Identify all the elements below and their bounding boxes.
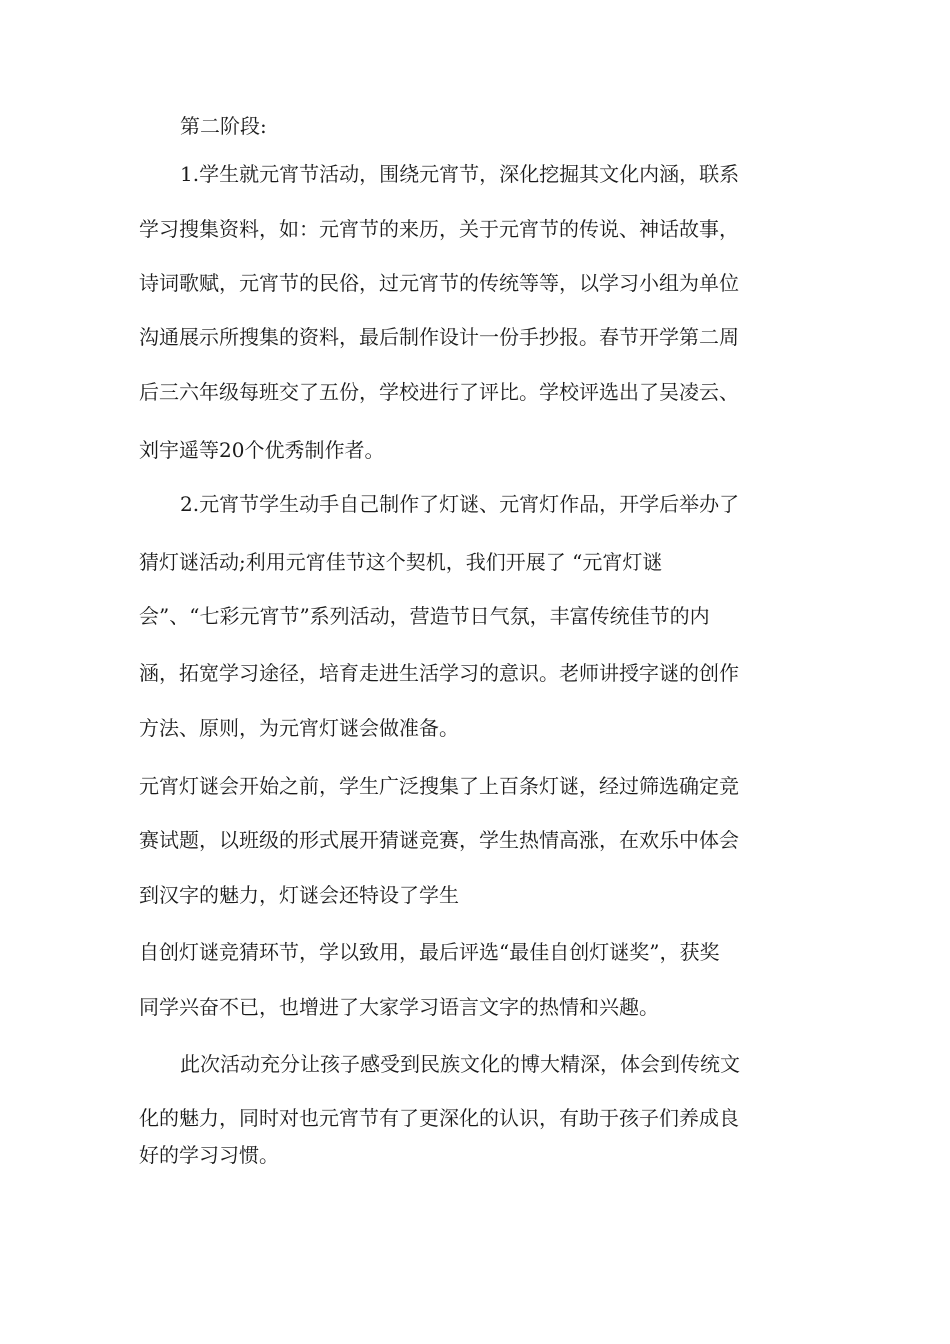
paragraph-line: 元宵灯谜会开始之前，学生广泛搜集了上百条灯谜，经过筛选确定竞 [139, 774, 739, 798]
paragraph-line: 会”、“七彩元宵节”系列活动，营造节日气氛，丰富传统佳节的内 [139, 604, 710, 628]
paragraph-line: 此次活动充分让孩子感受到民族文化的博大精深，体会到传统文 [180, 1052, 740, 1076]
paragraph-line: 2.元宵节学生动手自己制作了灯谜、元宵灯作品，开学后举办了 [180, 492, 740, 516]
paragraph-line: 好的学习习惯。 [139, 1143, 279, 1167]
paragraph-line: 赛试题，以班级的形式展开猜谜竞赛，学生热情高涨，在欢乐中体会 [139, 828, 739, 852]
paragraph-line: 刘宇遥等20个优秀制作者。 [139, 438, 385, 462]
paragraph-line: 自创灯谜竞猜环节，学以致用，最后评选“最佳自创灯谜奖”，获奖 [139, 940, 720, 964]
paragraph-line: 化的魅力，同时对也元宵节有了更深化的认识，有助于孩子们养成良 [139, 1106, 739, 1130]
paragraph-line: 涵，拓宽学习途径，培育走进生活学习的意识。老师讲授字谜的创作 [139, 661, 739, 685]
paragraph-line: 猜灯谜活动;利用元宵佳节这个契机，我们开展了 “元宵灯谜 [139, 550, 663, 574]
paragraph-line: 到汉字的魅力，灯谜会还特设了学生 [139, 883, 459, 907]
paragraph-line: 后三六年级每班交了五份，学校进行了评比。学校评选出了吴凌云、 [139, 380, 739, 404]
paragraph-line: 学习搜集资料，如：元宵节的来历，关于元宵节的传说、神话故事， [139, 217, 739, 241]
paragraph-line: 方法、原则，为元宵灯谜会做准备。 [139, 716, 459, 740]
paragraph-line: 同学兴奋不已，也增进了大家学习语言文字的热情和兴趣。 [139, 995, 659, 1019]
paragraph-line: 1.学生就元宵节活动，围绕元宵节，深化挖掘其文化内涵，联系 [180, 162, 740, 186]
paragraph-line: 沟通展示所搜集的资料，最后制作设计一份手抄报。春节开学第二周 [139, 325, 739, 349]
section-heading: 第二阶段: [180, 114, 267, 138]
paragraph-line: 诗词歌赋，元宵节的民俗，过元宵节的传统等等，以学习小组为单位 [139, 271, 739, 295]
